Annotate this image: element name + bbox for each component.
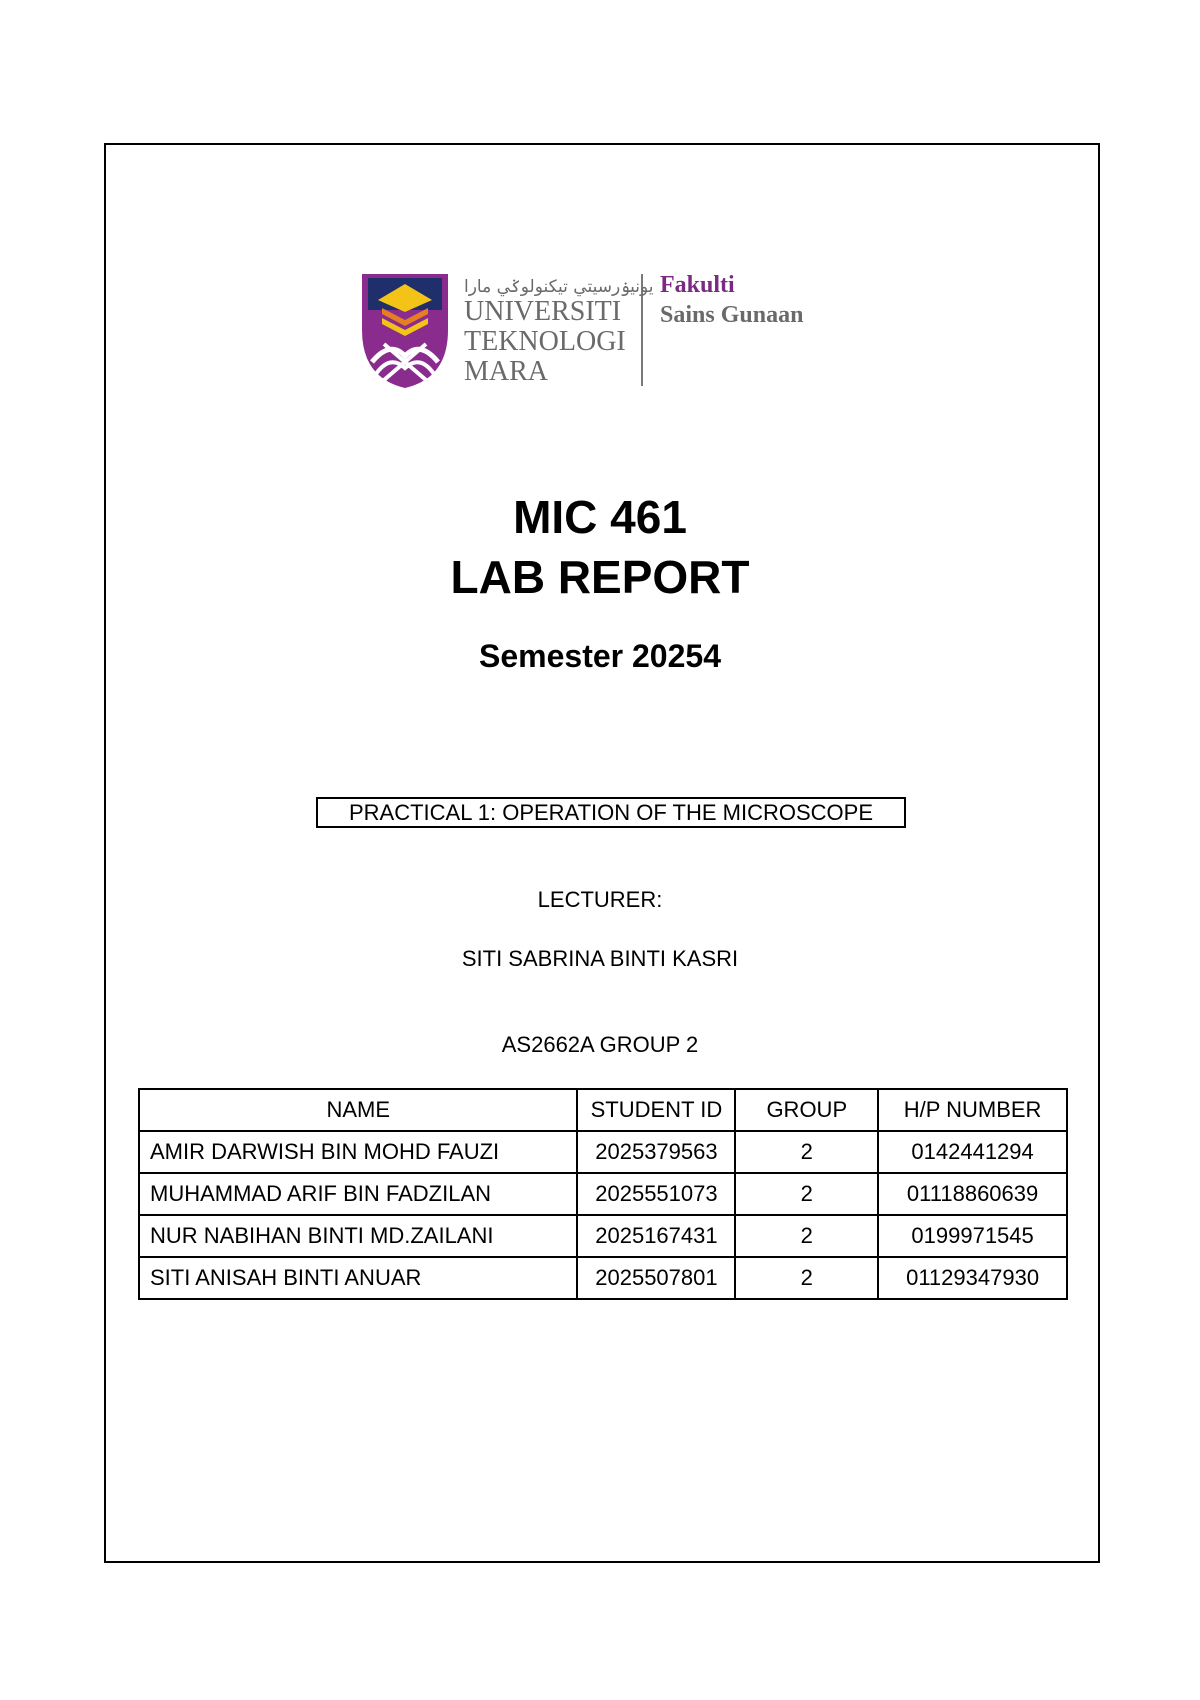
table-row bbox=[139, 1215, 1067, 1257]
member-hp: 01118860639 bbox=[878, 1173, 1067, 1215]
table-row bbox=[139, 1131, 1067, 1173]
header-hp-number: H/P NUMBER bbox=[878, 1089, 1067, 1131]
member-student-id: 2025551073 bbox=[577, 1173, 735, 1215]
class-group: AS2662A GROUP 2 bbox=[501, 1032, 699, 1057]
lecturer-label: LECTURER: bbox=[537, 887, 663, 912]
university-line-3: MARA bbox=[464, 356, 549, 387]
member-hp: 01129347930 bbox=[878, 1257, 1067, 1299]
report-type: LAB REPORT bbox=[450, 551, 750, 603]
member-student-id: 2025507801 bbox=[577, 1257, 735, 1299]
member-name: MUHAMMAD ARIF BIN FADZILAN bbox=[139, 1173, 577, 1215]
member-student-id: 2025167431 bbox=[577, 1215, 735, 1257]
table-header-row bbox=[139, 1089, 1067, 1131]
members-table bbox=[138, 1088, 1068, 1300]
course-code: MIC 461 bbox=[513, 491, 687, 543]
arabic-text: يونيۏرسيتي تيكنولوݢي مارا bbox=[464, 277, 654, 297]
faculty-line-2: Sains Gunaan bbox=[660, 302, 804, 328]
header-group: GROUP bbox=[735, 1089, 878, 1131]
university-line-2: TEKNOLOGI bbox=[464, 326, 626, 357]
faculty-line-1: Fakulti bbox=[660, 272, 735, 298]
table-row bbox=[139, 1257, 1067, 1299]
header-name: NAME bbox=[139, 1089, 577, 1131]
member-hp: 0199971545 bbox=[878, 1215, 1067, 1257]
member-group: 2 bbox=[735, 1131, 878, 1173]
table-row bbox=[139, 1173, 1067, 1215]
uitm-faculty-logo bbox=[360, 270, 815, 390]
semester: Semester 20254 bbox=[479, 638, 721, 674]
member-group: 2 bbox=[735, 1215, 878, 1257]
member-group: 2 bbox=[735, 1173, 878, 1215]
header-student-id: STUDENT ID bbox=[577, 1089, 735, 1131]
lecturer-name: SITI SABRINA BINTI KASRI bbox=[461, 946, 739, 971]
member-name: AMIR DARWISH BIN MOHD FAUZI bbox=[139, 1131, 577, 1173]
member-name: NUR NABIHAN BINTI MD.ZAILANI bbox=[139, 1215, 577, 1257]
member-name: SITI ANISAH BINTI ANUAR bbox=[139, 1257, 577, 1299]
member-student-id: 2025379563 bbox=[577, 1131, 735, 1173]
university-line-1: UNIVERSITI bbox=[464, 296, 622, 327]
practical-title: PRACTICAL 1: OPERATION OF THE MICROSCOPE bbox=[316, 797, 906, 828]
uitm-crest-icon bbox=[360, 270, 815, 390]
member-hp: 0142441294 bbox=[878, 1131, 1067, 1173]
member-group: 2 bbox=[735, 1257, 878, 1299]
